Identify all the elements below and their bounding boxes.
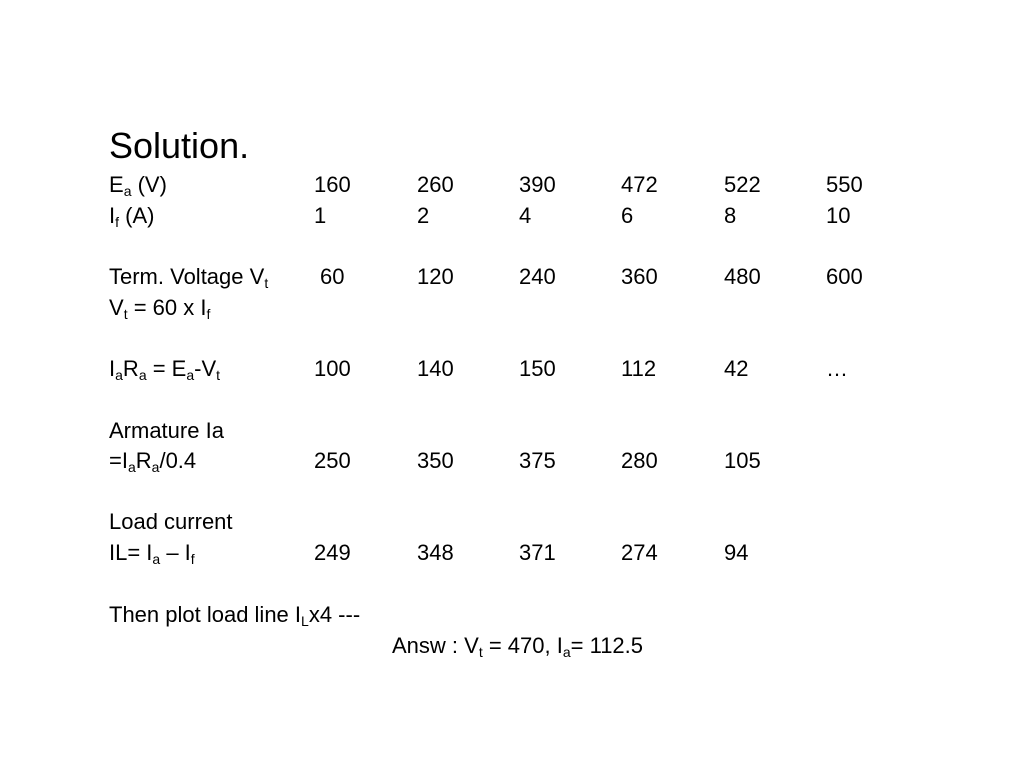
row-ea bbox=[0, 171, 1024, 199]
formula-subscript: f bbox=[190, 551, 195, 567]
label-load-current: Load current bbox=[109, 509, 233, 534]
plot-instruction bbox=[109, 601, 360, 629]
ia-value: 105 bbox=[724, 448, 761, 473]
ea-value: 550 bbox=[826, 172, 863, 197]
row-if bbox=[0, 202, 1024, 230]
formula-part: /0.4 bbox=[159, 448, 197, 473]
iara-value: 100 bbox=[314, 356, 351, 381]
formula-part: IL= I bbox=[109, 540, 153, 565]
formula-subscript: f bbox=[206, 306, 211, 322]
row-vt bbox=[0, 263, 1024, 291]
row-iara bbox=[0, 355, 1024, 383]
ia-value: 350 bbox=[417, 448, 454, 473]
iara-value: 140 bbox=[417, 356, 454, 381]
iara-value: … bbox=[826, 356, 848, 381]
ia-value: 250 bbox=[314, 448, 351, 473]
ia-value: 375 bbox=[519, 448, 556, 473]
ea-value: 260 bbox=[417, 172, 454, 197]
ia-value: 280 bbox=[621, 448, 658, 473]
formula-part: R bbox=[135, 448, 152, 473]
ea-value: 522 bbox=[724, 172, 761, 197]
label-if-rest: (A) bbox=[119, 203, 155, 228]
row-vt-formula bbox=[0, 294, 1024, 322]
label-ea-main: E bbox=[109, 172, 124, 197]
row-plot-instruction bbox=[0, 601, 1024, 629]
label-vt bbox=[109, 263, 268, 291]
label-vt-main: Term. Voltage V bbox=[109, 264, 265, 289]
answer-part: Answ : V bbox=[392, 633, 479, 658]
vt-value: 360 bbox=[621, 264, 658, 289]
label-ea-sub: a bbox=[123, 183, 132, 199]
vt-value: 600 bbox=[826, 264, 863, 289]
formula-subscript: a bbox=[151, 459, 160, 475]
row-ia bbox=[0, 447, 1024, 475]
formula-subscript: a bbox=[127, 459, 136, 475]
answer-line bbox=[392, 632, 643, 660]
answer-part: = 112.5 bbox=[570, 633, 644, 658]
slide-title: Solution. bbox=[109, 125, 250, 166]
formula-subscript: t bbox=[216, 367, 221, 383]
formula-part: = E bbox=[146, 356, 187, 381]
label-iara bbox=[109, 355, 220, 383]
vt-value: 480 bbox=[724, 264, 761, 289]
answer-subscript: t bbox=[478, 644, 483, 660]
row-il bbox=[0, 539, 1024, 567]
label-ea bbox=[109, 171, 167, 199]
ea-value: 390 bbox=[519, 172, 556, 197]
ea-value: 160 bbox=[314, 172, 351, 197]
label-ia-formula bbox=[109, 447, 196, 475]
vt-value: 120 bbox=[417, 264, 454, 289]
label-armature: Armature Ia bbox=[109, 418, 224, 443]
formula-part: -V bbox=[194, 356, 217, 381]
if-value: 4 bbox=[519, 203, 532, 228]
vt-value: 60 bbox=[320, 264, 345, 289]
label-vt-formula bbox=[109, 294, 210, 322]
formula-part: – I bbox=[160, 540, 191, 565]
formula-part: I bbox=[109, 356, 116, 381]
label-if-main: I bbox=[109, 203, 116, 228]
formula-part: =I bbox=[109, 448, 128, 473]
ea-value: 472 bbox=[621, 172, 658, 197]
answer-subscript: a bbox=[562, 644, 571, 660]
formula-part: x4 --- bbox=[308, 602, 361, 627]
il-value: 249 bbox=[314, 540, 351, 565]
il-value: 348 bbox=[417, 540, 454, 565]
formula-part: V bbox=[109, 295, 124, 320]
iara-value: 42 bbox=[724, 356, 749, 381]
if-value: 2 bbox=[417, 203, 430, 228]
if-value: 10 bbox=[826, 203, 851, 228]
il-value: 274 bbox=[621, 540, 658, 565]
if-value: 1 bbox=[314, 203, 327, 228]
if-value: 8 bbox=[724, 203, 737, 228]
iara-value: 150 bbox=[519, 356, 556, 381]
formula-subscript: a bbox=[186, 367, 195, 383]
iara-value: 112 bbox=[621, 356, 657, 381]
formula-part: R bbox=[122, 356, 139, 381]
formula-subscript: a bbox=[152, 551, 161, 567]
label-if bbox=[109, 202, 154, 230]
label-if-sub: f bbox=[115, 214, 120, 230]
il-value: 371 bbox=[519, 540, 556, 565]
formula-subscript: L bbox=[301, 613, 309, 629]
il-value: 94 bbox=[724, 540, 749, 565]
label-vt-sub: t bbox=[264, 275, 269, 291]
formula-subscript: a bbox=[138, 367, 147, 383]
if-value: 6 bbox=[621, 203, 634, 228]
answer-part: = 470, I bbox=[482, 633, 563, 658]
label-ea-rest: (V) bbox=[131, 172, 167, 197]
formula-subscript: t bbox=[123, 306, 128, 322]
row-armature bbox=[0, 417, 1024, 445]
row-load-current bbox=[0, 508, 1024, 536]
formula-subscript: a bbox=[115, 367, 123, 383]
formula-part: Then plot load line I bbox=[109, 602, 302, 627]
formula-part: = 60 x I bbox=[127, 295, 207, 320]
label-il-formula bbox=[109, 539, 195, 567]
vt-value: 240 bbox=[519, 264, 556, 289]
